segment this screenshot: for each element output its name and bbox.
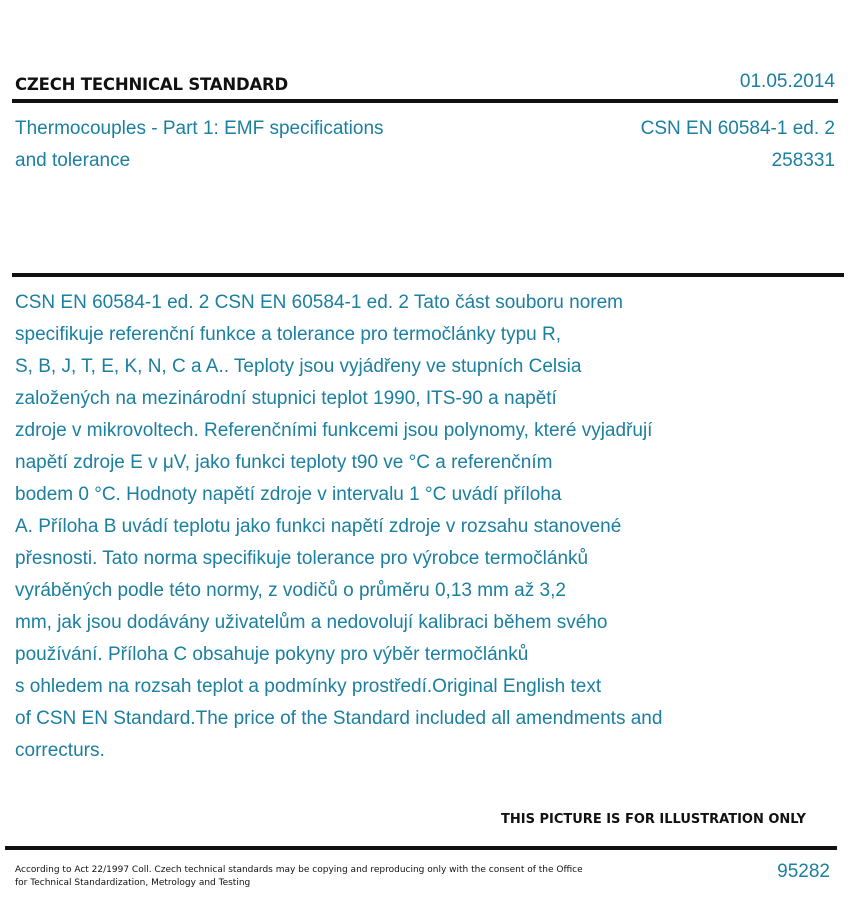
text-line: S, B, J, T, E, K, N, C a A.. Teploty jsou vyjádřeny ve stupních Celsia [15,356,582,377]
text-line: correcturs. [15,740,105,761]
legal-notice [15,864,595,890]
text-line: A. Příloha B uvádí teplotu jako funkci napětí zdroje v rozsahu stanovené [15,516,622,537]
top-divider [12,99,838,103]
text-line: zdroje v mikrovoltech. Referenčními funkcemi jsou polynomy, které vyjadřují [15,420,653,441]
annotation-text [15,287,845,767]
text-line: vyráběných podle této normy, z vodičů o průměru 0,13 mm až 3,2 [15,580,566,601]
document-title-line: Thermocouples - Part 1: EMF specifications [15,118,384,139]
catalog-number: 258331 [771,150,835,171]
text-line: bodem 0 °C. Hodnoty napětí zdroje v intervalu 1 °C uvádí příloha [15,484,562,505]
text-line: specifikuje referenční funkce a tolerance pro termočlánky typu R, [15,324,561,345]
publication-date: 01.05.2014 [739,71,835,92]
text-line: s ohledem na rozsah teplot a podmínky prostředí.Original English text [15,676,602,697]
document-title-line: and tolerance [15,150,131,171]
text-line: napětí zdroje E v μV, jako funkci teploty t90 ve °C a referenčním [15,452,553,473]
document-title [15,113,485,177]
text-line: používání. Příloha C obsahuje pokyny pro výběr termočlánků [15,644,529,665]
standard-code: CSN EN 60584-1 ed. 2 [640,118,835,139]
text-line: přesnosti. Tato norma specifikuje tolerance pro výrobce termočlánků [15,548,589,569]
legal-notice-line: for Technical Standardization, Metrology and Testing [15,878,251,888]
text-line: založených na mezinárodní stupnici teplot 1990, ITS-90 a napětí [15,388,557,409]
bottom-divider [5,846,837,850]
middle-divider [12,273,844,277]
text-line: of CSN EN Standard.The price of the Standard included all amendments and [15,708,663,729]
text-line: CSN EN 60584-1 ed. 2 CSN EN 60584-1 ed. 2 Tato část souboru norem [15,292,623,313]
legal-notice-line: According to Act 22/1997 Coll. Czech technical standards may be copying and reproducing only with the consent of the Office [15,865,583,875]
illustration-disclaimer: THIS PICTURE IS FOR ILLUSTRATION ONLY [501,812,806,827]
footer-number: 95282 [777,861,830,882]
document-identifiers [641,113,835,177]
standard-type-label: CZECH TECHNICAL STANDARD [15,75,289,94]
text-line: mm, jak jsou dodávány uživatelům a nedovolují kalibraci během svého [15,612,608,633]
